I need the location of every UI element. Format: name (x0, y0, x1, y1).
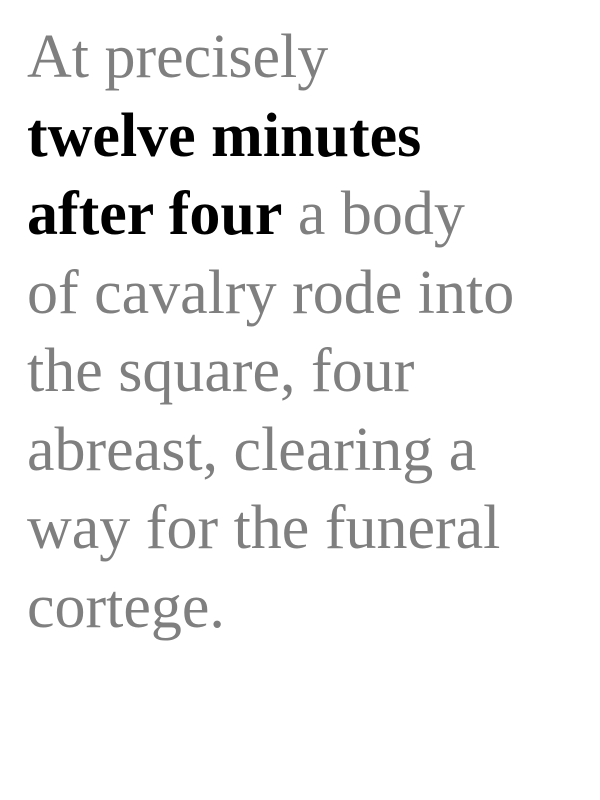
passage-line-1 (27, 18, 577, 97)
emphasized-time-phrase: twelve minutes (27, 101, 422, 170)
passage-text: a body (282, 180, 465, 248)
passage-line-5 (27, 332, 577, 411)
quote-passage (27, 18, 577, 646)
passage-line-7 (27, 489, 577, 568)
passage-text: the square, four (27, 337, 415, 405)
passage-line-2 (27, 97, 577, 176)
passage-text: of cavalry rode into (27, 258, 515, 327)
passage-line-6 (27, 411, 577, 490)
passage-line-4 (27, 254, 577, 333)
passage-line-3 (27, 175, 577, 254)
passage-text: abreast, clearing a (27, 415, 477, 484)
passage-text: At precisely (27, 23, 329, 91)
passage-line-8 (27, 568, 577, 647)
emphasized-time-phrase: after four (27, 180, 283, 248)
passage-text: cortege. (27, 572, 225, 641)
passage-text: way for the funeral (27, 494, 501, 562)
